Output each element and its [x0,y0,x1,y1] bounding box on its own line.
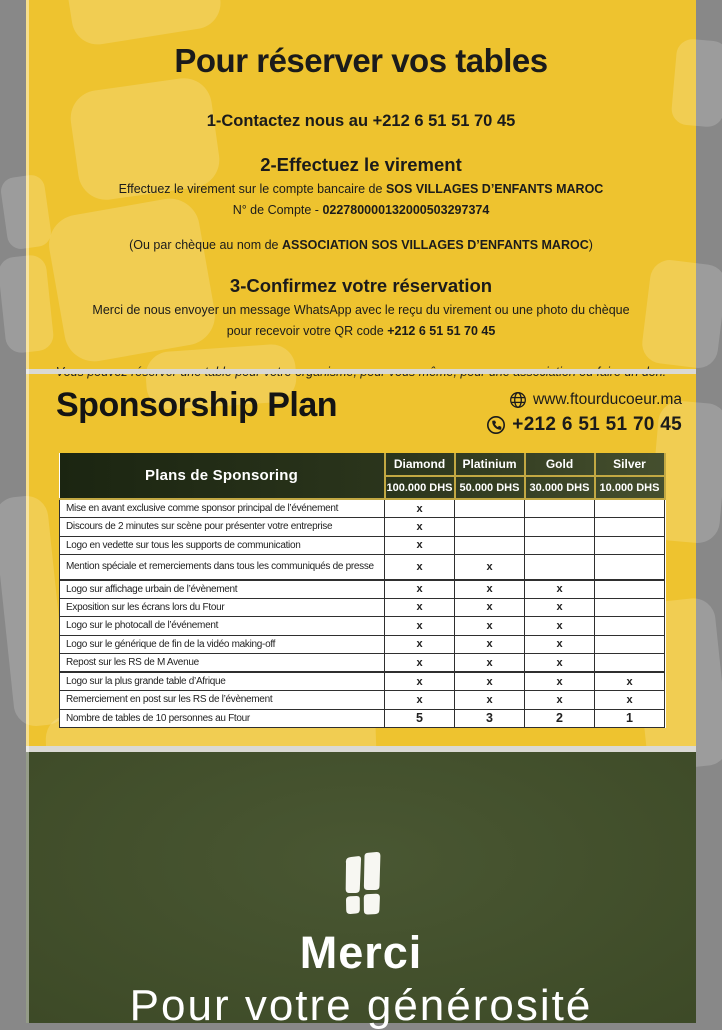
value-cell-diamond: x [385,654,455,673]
thanks-title: Merci [299,927,423,978]
value-cell-platinium: x [455,580,525,599]
table-row [60,709,665,728]
feature-label-cell: Discours de 2 minutes sur scène pour présenter votre entreprise [60,518,385,537]
feature-label-cell: Logo sur le générique de fin de la vidéo making-off [60,635,385,654]
feature-label-cell: Mise en avant exclusive comme sponsor principal de l’événement [60,499,385,518]
value-cell-silver: x [595,672,665,691]
value-cell-gold: 2 [525,709,595,728]
reservation-section [26,0,696,369]
value-cell-platinium [455,518,525,537]
value-cell-platinium: x [455,555,525,580]
website-link[interactable] [486,391,682,409]
value-cell-gold [525,518,595,537]
value-cell-platinium [455,536,525,555]
section-divider [26,746,696,752]
value-cell-gold: x [525,672,595,691]
value-cell-gold: x [525,635,595,654]
value-cell-diamond: x [385,499,455,518]
tier-platinium: Platinium [455,453,525,476]
feature-label-cell: Mention spéciale et remerciements dans tous les communiqués de presse [60,555,385,580]
value-cell-diamond: x [385,598,455,617]
feature-label-cell: Logo sur le photocall de l’événement [60,617,385,636]
feature-label-cell: Logo sur la plus grande table d’Afrique [60,672,385,691]
step2-line1-prefix: Effectuez le virement sur le compte bancaire de [118,182,386,196]
value-cell-gold [525,499,595,518]
feature-label-cell: Logo sur affichage urbain de l’évènement [60,580,385,599]
value-cell-platinium: x [455,672,525,691]
value-cell-diamond: x [385,672,455,691]
account-number: 022780000132000503297374 [322,203,490,217]
value-cell-platinium: x [455,654,525,673]
value-cell-gold: x [525,580,595,599]
value-cell-platinium [455,499,525,518]
value-cell-silver [595,555,665,580]
sponsorship-table [59,453,666,728]
table-row [60,518,665,537]
value-cell-diamond: x [385,536,455,555]
step1-text: 1-Contactez nous au +212 6 51 51 70 45 [206,112,516,130]
value-cell-silver [595,499,665,518]
table-row [60,580,665,599]
table-row [60,598,665,617]
value-cell-silver [595,617,665,636]
step2-org-name: SOS VILLAGES D’ENFANTS MAROC [385,182,604,196]
table-row [60,691,665,710]
value-cell-silver [595,518,665,537]
table-row [60,672,665,691]
mosaic-logo-icon [338,903,385,920]
table-row [60,654,665,673]
value-cell-diamond: x [385,617,455,636]
table-row [60,536,665,555]
value-cell-silver [595,598,665,617]
cheque-org-name: ASSOCIATION SOS VILLAGES D’ENFANTS MAROC [281,238,589,252]
value-cell-diamond: x [385,580,455,599]
feature-label-cell: Logo en vedette sur tous les supports de communication [60,536,385,555]
feature-label-cell: Remerciement en post sur les RS de l’évènement [60,691,385,710]
cheque-suffix: ) [588,238,593,252]
step1-contact-line[interactable] [26,112,696,131]
contact-block [486,387,682,436]
price-silver: 10.000 DHS [595,476,665,499]
value-cell-platinium: x [455,691,525,710]
sponsorship-table-body [60,499,665,728]
phone-link[interactable] [486,414,682,436]
price-platinium: 50.000 DHS [455,476,525,499]
value-cell-silver [595,654,665,673]
section-divider [26,369,696,374]
step3-title: 3-Confirmez votre réservation [229,275,493,296]
value-cell-diamond: x [385,635,455,654]
value-cell-platinium: x [455,635,525,654]
feature-label-cell: Exposition sur les écrans lors du Ftour [60,598,385,617]
value-cell-silver [595,635,665,654]
value-cell-gold [525,555,595,580]
feature-label-cell: Repost sur les RS de M Avenue [60,654,385,673]
value-cell-gold: x [525,617,595,636]
thanks-subtitle: Pour votre générosité [129,981,593,1030]
plans-corner-label: Plans de Sponsoring [60,453,385,499]
table-row [60,555,665,580]
value-cell-silver: 1 [595,709,665,728]
tier-diamond: Diamond [385,453,455,476]
value-cell-gold [525,536,595,555]
sponsorship-section [26,374,696,746]
value-cell-diamond: x [385,555,455,580]
value-cell-platinium: 3 [455,709,525,728]
feature-label-cell: Nombre de tables de 10 personnes au Ftour [60,709,385,728]
value-cell-diamond: x [385,691,455,710]
value-cell-silver [595,580,665,599]
value-cell-diamond: x [385,518,455,537]
price-diamond: 100.000 DHS [385,476,455,499]
page-edge-highlight [26,0,29,1023]
value-cell-diamond: 5 [385,709,455,728]
table-row [60,617,665,636]
sponsorship-table-header [60,453,665,499]
account-label: N° de Compte - [232,203,323,217]
flyer-page [26,0,696,1030]
phone-icon [486,415,506,435]
price-gold: 30.000 DHS [525,476,595,499]
step3-phone[interactable]: +212 6 51 51 70 45 [387,324,496,338]
step3-line1: Merci de nous envoyer un message WhatsApp avec le reçu du virement ou une photo du chèque [92,303,630,317]
tier-silver: Silver [595,453,665,476]
sponsorship-title: Sponsorship Plan [56,386,338,424]
value-cell-silver [595,536,665,555]
tier-gold: Gold [525,453,595,476]
reserve-title: Pour réserver vos tables [174,42,548,79]
website-text: www.ftourducoeur.ma [532,391,682,408]
value-cell-gold: x [525,691,595,710]
value-cell-platinium: x [455,598,525,617]
globe-icon [509,391,527,409]
step3-line2-prefix: pour recevoir votre QR code [226,324,388,338]
phone-text: +212 6 51 51 70 45 [512,414,682,435]
value-cell-gold: x [525,598,595,617]
step2-account-line [26,202,696,218]
cheque-prefix: (Ou par chèque au nom de [129,238,282,252]
table-row [60,499,665,518]
cheque-line [26,238,696,252]
value-cell-platinium: x [455,617,525,636]
table-row [60,635,665,654]
value-cell-silver: x [595,691,665,710]
step3-line2 [26,323,696,339]
step2-title: 2-Effectuez le virement [260,154,462,175]
thanks-section [26,752,696,1030]
value-cell-gold: x [525,654,595,673]
step2-transfer-line [26,181,696,197]
